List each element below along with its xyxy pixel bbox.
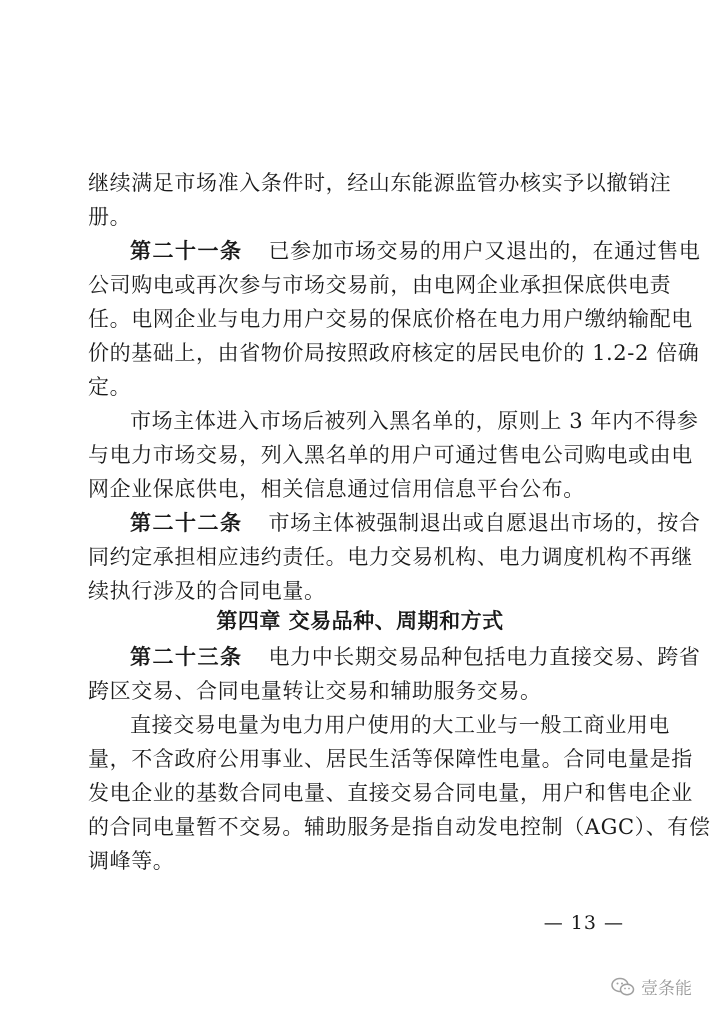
- wechat-icon: [611, 977, 635, 997]
- article-23-text: 电力中长期交易品种包括电力直接交易、跨省: [268, 645, 701, 669]
- article-23-label: 第二十三条: [130, 644, 243, 669]
- paragraph-line: 册。: [88, 205, 132, 229]
- watermark: [611, 974, 692, 999]
- chapter-heading: 第四章 交易品种、周期和方式: [216, 609, 504, 633]
- paragraph-line: 发电企业的基数合同电量、直接交易合同电量，用户和售电企业: [88, 781, 693, 805]
- paragraph-line: 调峰等。: [88, 849, 175, 873]
- paragraph-line: 与电力市场交易，列入黑名单的用户可通过售电公司购电或由电: [88, 443, 693, 467]
- paragraph-line: 同约定承担相应违约责任。电力交易机构、电力调度机构不再继: [88, 545, 693, 569]
- article-22-label: 第二十二条: [130, 510, 243, 535]
- paragraph-line: 任。电网企业与电力用户交易的保底价格在电力用户缴纳输配电: [88, 307, 693, 331]
- article-21-label: 第二十一条: [130, 238, 243, 263]
- article-21-text: 已参加市场交易的用户又退出的，在通过售电: [268, 239, 701, 263]
- paragraph-line: 的合同电量暂不交易。辅助服务是指自动发电控制（AGC）、有偿: [88, 815, 711, 839]
- watermark-text: 壹条能: [641, 979, 692, 999]
- article-21-line: [130, 236, 701, 266]
- paragraph-line: 公司购电或再次参与市场交易前，由电网企业承担保底供电责: [88, 273, 672, 297]
- paragraph-line: 继续满足市场准入条件时，经山东能源监管办核实予以撤销注: [88, 171, 672, 195]
- paragraph-line: 跨区交易、合同电量转让交易和辅助服务交易。: [88, 679, 542, 703]
- paragraph-line: 续执行涉及的合同电量。: [88, 579, 326, 603]
- paragraph-line: 价的基础上，由省物价局按照政府核定的居民电价的 1.2-2 倍确: [88, 341, 700, 365]
- paragraph-line: 网企业保底供电，相关信息通过信用信息平台公布。: [88, 477, 585, 501]
- page-number: — 13 —: [543, 912, 624, 934]
- paragraph-line: 市场主体进入市场后被列入黑名单的，原则上 3 年内不得参: [130, 409, 699, 433]
- article-22-text: 市场主体被强制退出或自愿退出市场的，按合: [268, 511, 701, 535]
- article-22-line: [130, 508, 701, 538]
- paragraph-line: 直接交易电量为电力用户使用的大工业与一般工商业用电: [130, 713, 670, 737]
- paragraph-line: 定。: [88, 375, 132, 399]
- paragraph-line: 量，不含政府公用事业、居民生活等保障性电量。合同电量是指: [88, 747, 693, 771]
- article-23-line: [130, 642, 701, 672]
